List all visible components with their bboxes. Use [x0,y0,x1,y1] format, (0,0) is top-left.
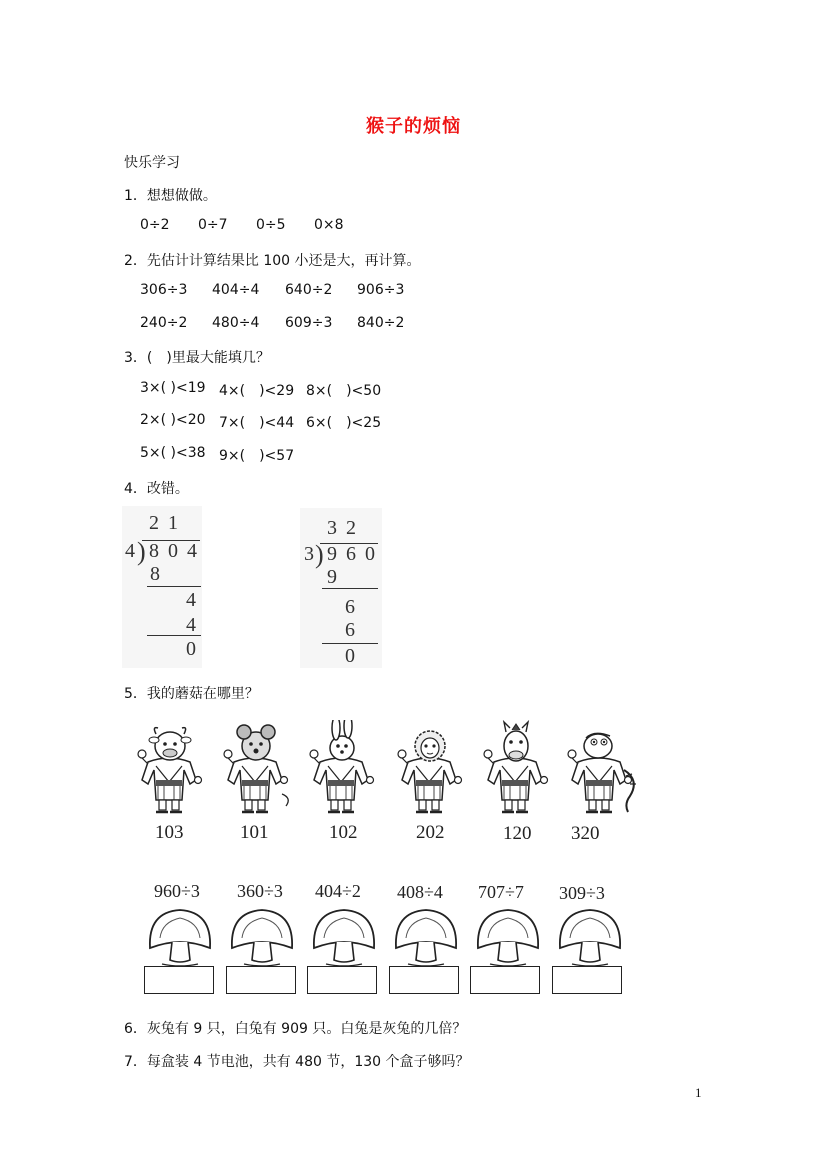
q1-expr: 0×8 [314,217,344,233]
page-title: 猴子的烦恼 [366,116,461,137]
animal-number: 120 [503,823,532,844]
question-3: 3．( )里最大能填几？ [124,350,270,366]
rabbit-figure [310,720,374,812]
answer-box[interactable] [389,966,459,994]
mushroom-icon [560,910,620,966]
mushroom-icon [478,910,538,966]
division-quotient: 2 1 [149,512,180,534]
q1-expr: 0÷2 [140,217,170,233]
animal-number: 102 [329,822,358,843]
section-heading: 快乐学习 [124,155,180,171]
q2-expr: 404÷4 [212,282,260,298]
division-dividend: 9 6 0 [327,543,377,565]
mushroom-row [140,908,640,968]
page-number: 1 [695,1085,702,1100]
mushroom-expr: 960÷3 [154,881,200,901]
q3-expr: 9×( )<57 [219,448,295,464]
division-remainder: 0 [186,638,196,660]
division-divisor: 4 [125,540,135,562]
question-1: 1．想想做做。 [124,188,217,204]
q3-expr: 5×( )<38 [140,445,206,461]
question-2: 2．先估计计算结果比 100 小还是大，再计算。 [124,253,421,269]
division-step: 9 [327,566,337,588]
q2-expr: 609÷3 [285,315,333,331]
q2-expr: 640÷2 [285,282,333,298]
animal-number: 101 [240,822,269,843]
division-divisor: 3 [304,543,314,565]
q2-expr: 240÷2 [140,315,188,331]
division-step: 4 [186,614,196,636]
division-step: 6 [345,619,355,641]
question-7: 7．每盒装 4 节电池，共有 480 节，130 个盒子够吗？ [124,1054,470,1070]
mouse-figure [224,725,288,812]
division-dividend: 8 0 4 [149,540,199,562]
q1-expr: 0÷5 [256,217,286,233]
answer-box[interactable] [144,966,214,994]
q3-expr: 6×( )<25 [306,415,382,431]
division-quotient: 3 2 [327,517,358,539]
question-4: 4．改错。 [124,481,189,497]
animal-number: 103 [155,822,184,843]
q3-expr: 3×( )<19 [140,380,206,396]
division-step: 4 [186,589,196,611]
mushroom-icon [396,910,456,966]
mushroom-expr: 707÷7 [478,882,524,902]
answer-box[interactable] [552,966,622,994]
answer-box[interactable] [307,966,377,994]
answer-box[interactable] [470,966,540,994]
question-5: 5．我的蘑菇在哪里？ [124,686,259,702]
q3-expr: 7×( )<44 [219,415,295,431]
division-step: 8 [150,563,160,585]
q3-expr: 8×( )<50 [306,383,382,399]
q3-expr: 4×( )<29 [219,383,295,399]
mushroom-expr: 360÷3 [237,881,283,901]
animal-number: 320 [571,823,600,844]
mushroom-icon [232,910,292,966]
q1-expr: 0÷7 [198,217,228,233]
mushroom-expr: 404÷2 [315,881,361,901]
mushroom-expr: 309÷3 [559,883,605,903]
dragon-figure [568,733,636,812]
animal-figures [130,720,650,820]
question-6: 6．灰兔有 9 只，白兔有 909 只。白兔是灰兔的几倍？ [124,1021,467,1037]
division-step: 6 [345,596,355,618]
q2-expr: 840÷2 [357,315,405,331]
mushroom-icon [150,910,210,966]
cow-figure [138,728,202,812]
mushroom-expr: 408÷4 [397,882,443,902]
q3-expr: 2×( )<20 [140,412,206,428]
division-remainder: 0 [345,645,355,667]
q2-expr: 906÷3 [357,282,405,298]
answer-box[interactable] [226,966,296,994]
horse-figure [484,722,548,812]
q2-expr: 306÷3 [140,282,188,298]
sheep-figure [398,731,462,812]
animal-number: 202 [416,822,445,843]
q2-expr: 480÷4 [212,315,260,331]
mushroom-icon [314,910,374,966]
